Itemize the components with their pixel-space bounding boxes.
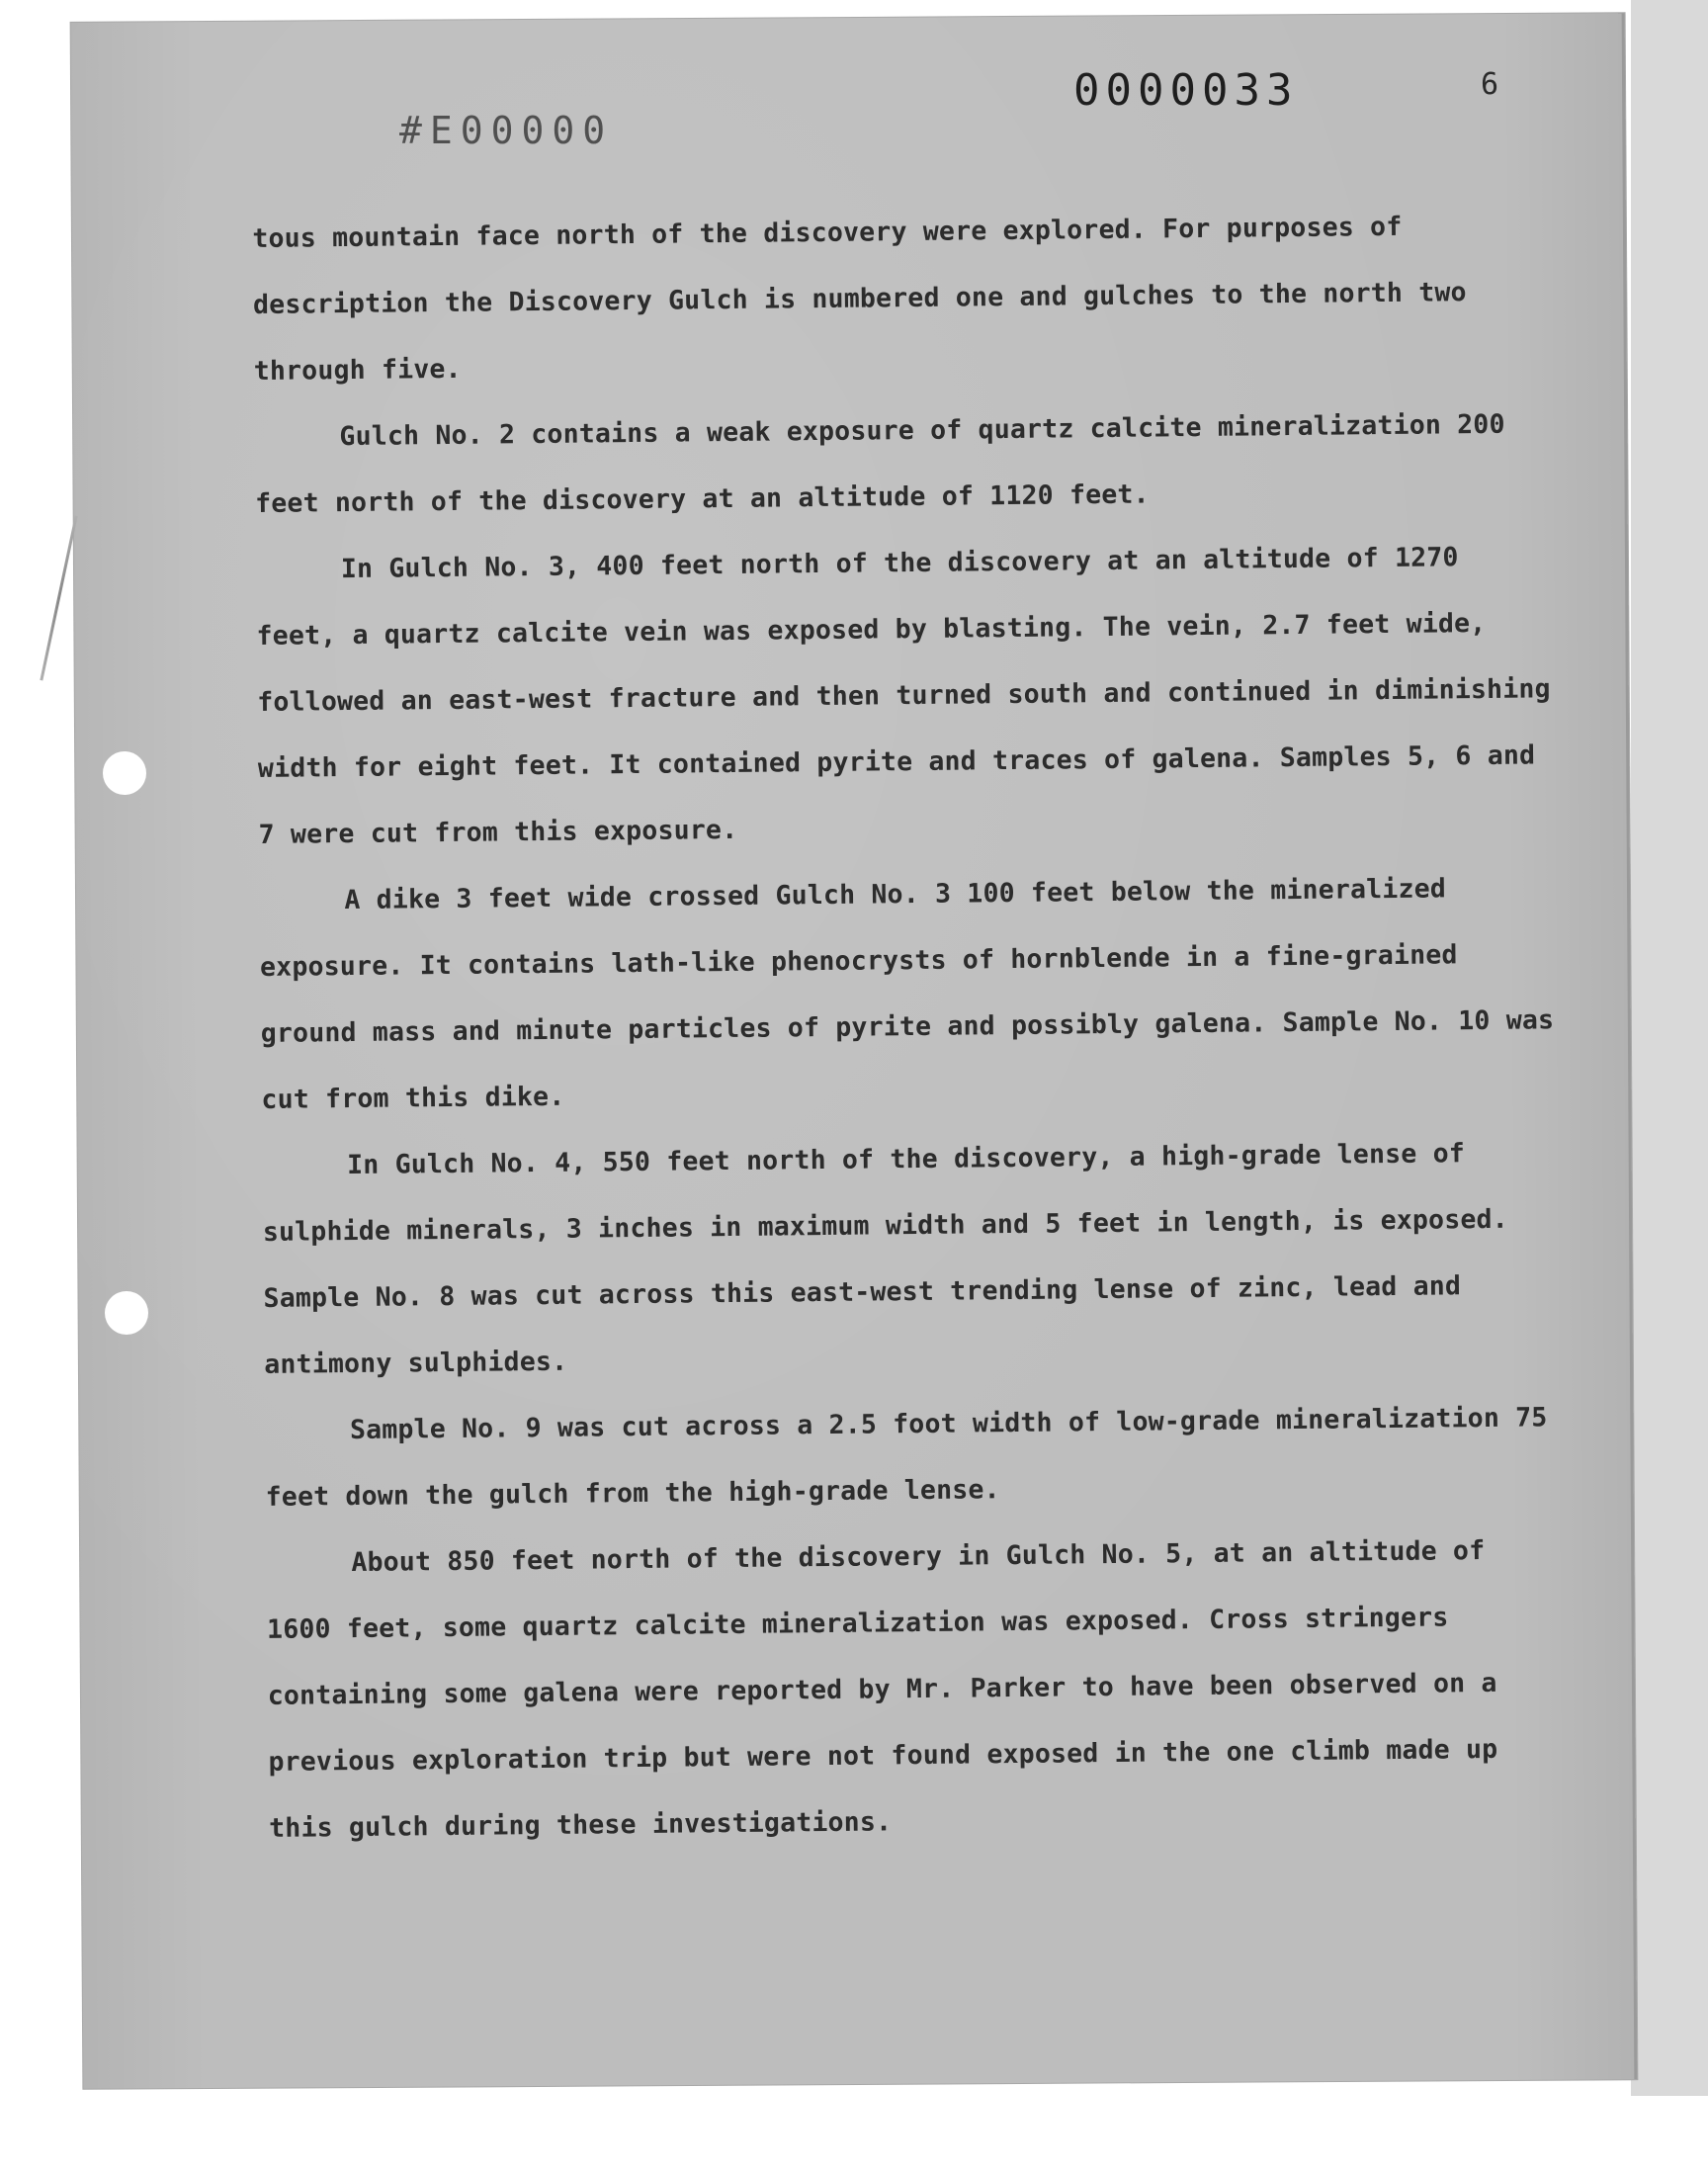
paragraph: About 850 feet north of the discovery in Gulch No. 5, at an altitude of 1600 feet, some quartz calcite mineralization was exposed. Cross stringers containing some galena were reported by Mr. Parker to have been observed on a previous exploration trip but were not found exposed in the one climb made up this gulch during these investigations. <box>266 1535 1498 1844</box>
document-body <box>252 192 1564 1862</box>
paragraph: tous mountain face north of the discovery were explored. For purposes of description the Discovery Gulch is numbered one and gulches to the north two through five. <box>252 211 1467 387</box>
paragraph: A dike 3 feet wide crossed Gulch No. 3 100 feet below the mineralized exposure. It contains lath-like phenocrysts of hornblende in a fine-grained ground mass and minute particles of pyrite and possibly galena. Sample No. 10 was cut from this dike. <box>259 873 1555 1115</box>
paragraph: In Gulch No. 4, 550 feet north of the discovery, a high-grade lense of sulphide minerals, 3 inches in maximum width and 5 feet in length, is exposed. Sample No. 8 was cut across this east-west trending lense of zinc, lead and antimony sulphides. <box>262 1138 1509 1380</box>
page-crease <box>40 516 77 681</box>
page-number: 6 <box>1481 67 1499 102</box>
punch-hole-upper <box>103 751 146 795</box>
paragraph: In Gulch No. 3, 400 feet north of the discovery at an altitude of 1270 feet, a quartz calcite vein was exposed by blasting. The vein, 2.7 feet wide, followed an east-west fracture and then turned south and continued in diminishing width for eight feet. It contained pyrite and traces of galena. Samples 5, 6 and 7 were cut from this exposure. <box>256 542 1551 850</box>
document-number: 0000033 <box>1073 65 1299 116</box>
paragraph: Gulch No. 2 contains a weak exposure of quartz calcite mineralization 200 feet north of the discovery at an altitude of 1120 feet. <box>254 408 1505 519</box>
index-stamp: #E00000 <box>399 109 614 152</box>
punch-hole-lower <box>105 1291 148 1335</box>
paragraph: Sample No. 9 was cut across a 2.5 foot width of low-grade mineralization 75 feet down the gulch from the high-grade lense. <box>265 1402 1548 1513</box>
scan-margin <box>1631 0 1708 2096</box>
